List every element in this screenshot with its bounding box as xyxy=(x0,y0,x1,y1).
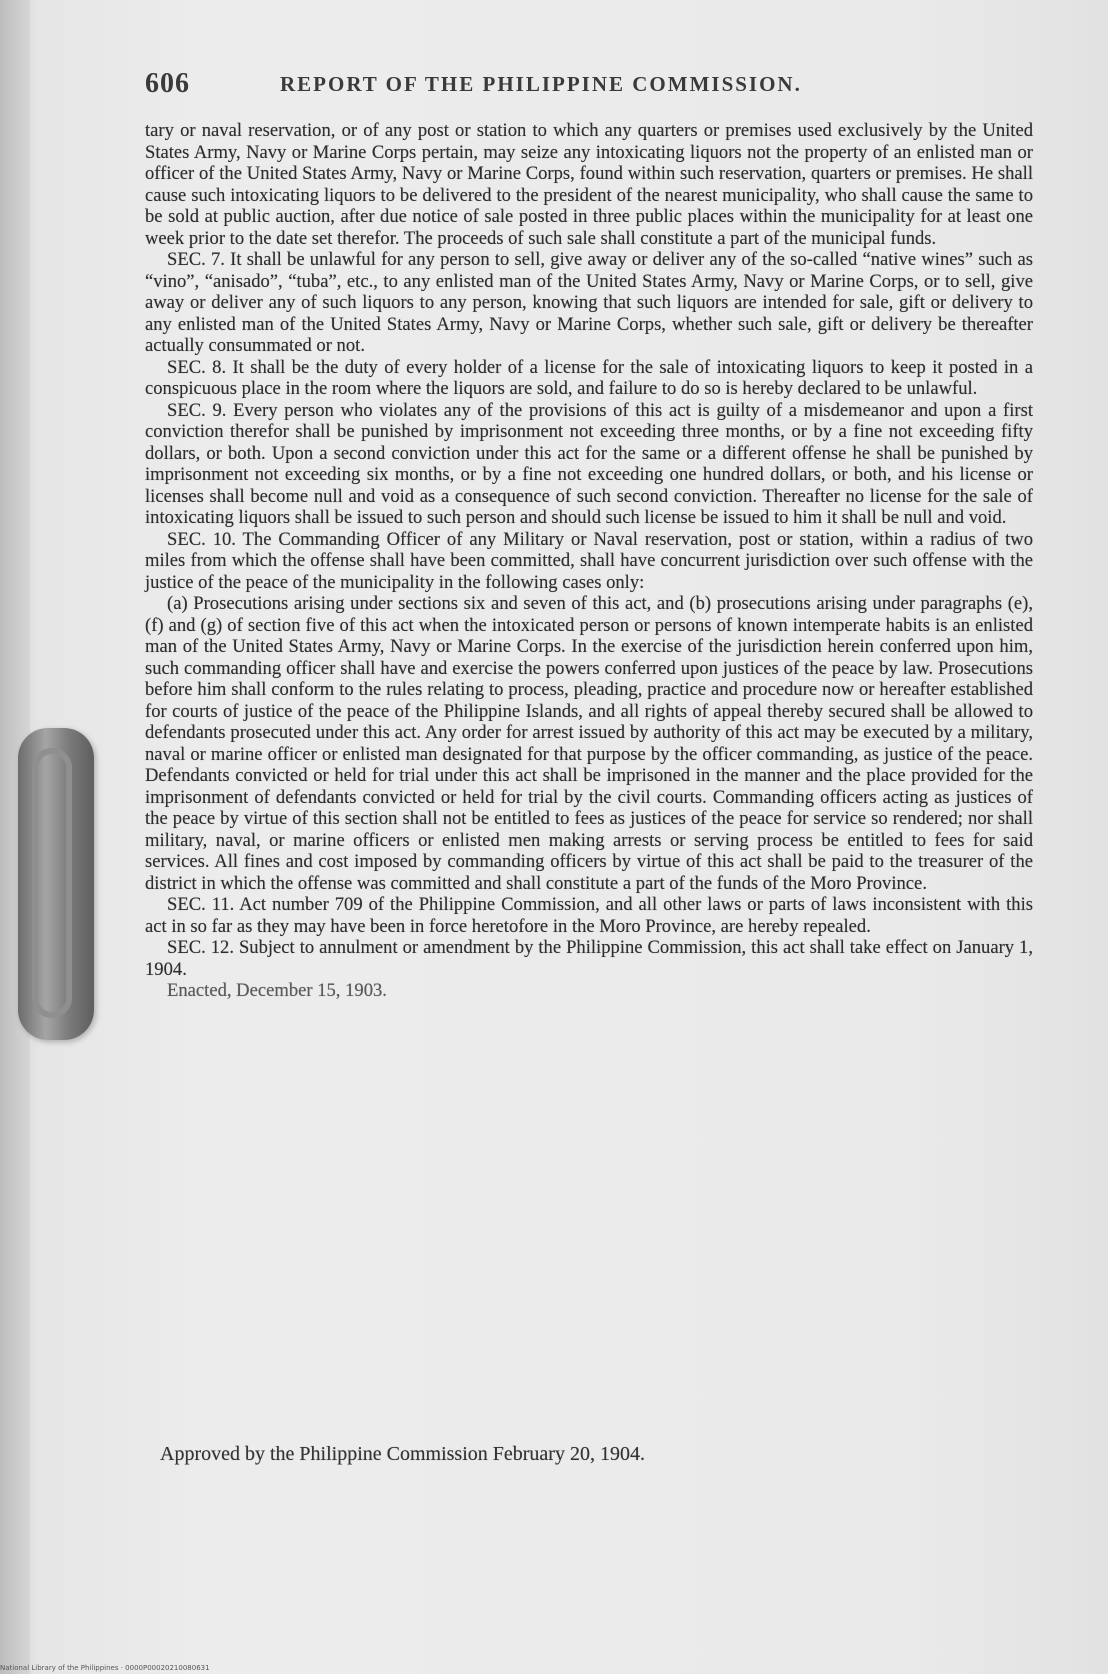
running-head: REPORT OF THE PHILIPPINE COMMISSION. xyxy=(280,72,802,96)
enacted-date: Enacted, December 15, 1903. xyxy=(167,980,387,1001)
paragraph-sec-9: SEC. 9. Every person who violates any of the provisions of this act is guilty of a misdemeanor and upon a first conviction therefor shall be punished by imprisonment not exceeding three months, or by a fine not exceeding fifty dollars, or both. Upon a second conviction under this act for the same or a different offense he shall be punished by imprisonment not exceeding six months, or by a fine not exceeding one hundred dollars, or both, and his license or licenses shall become null and void as a consequence of such second conviction. Thereafter no license for the sale of intoxicating liquors shall be issued to such person and should such license be issued to him it shall be null and void. xyxy=(145,399,1033,528)
paragraph-sec-11: SEC. 11. Act number 709 of the Philippine Commission, and all other laws or parts of laws inconsistent with this act in so far as they may have been in force heretofore in the Moro Province, are hereby repealed. xyxy=(145,894,1033,937)
paragraph-sec-7: SEC. 7. It shall be unlawful for any person to sell, give away or deliver any of the so-called “native wines” such as “vino”, “anisado”, “tuba”, etc., to any enlisted man of the United States Army, Navy or Marine Corps, or to sell, give away or deliver any of such liquors to any person, knowing that such liquors are intended for sale, gift or delivery to any enlisted man of the United States Army, Navy or Marine Corps, whether such sale, gift or delivery be thereafter actually consummated or not. xyxy=(145,249,1033,356)
page-number: 606 xyxy=(145,68,190,99)
paragraph-sec-8: SEC. 8. It shall be the duty of every holder of a license for the sale of intoxicating liquors to keep it posted in a conspicuous place in the room where the liquors are sold, and failure to do so is hereby declared to be unlawful. xyxy=(145,356,1033,399)
approval-line: Approved by the Philippine Commission February 20, 1904. xyxy=(160,1443,645,1465)
paragraph-sec-10: SEC. 10. The Commanding Officer of any Military or Naval reservation, post or station, within a radius of two miles from which the offense shall have been committed, shall have concurrent jurisdiction over such offense with the justice of the peace of the municipality in the following cases only: xyxy=(145,528,1033,593)
paragraph-sec-12: SEC. 12. Subject to annulment or amendment by the Philippine Commission, this act shall take effect on January 1, 1904. xyxy=(145,937,1033,980)
paper-clip-image xyxy=(18,728,94,1040)
paragraph-sec-10-a: (a) Prosecutions arising under sections six and seven of this act, and (b) prosecutions arising under paragraphs (e), (f) and (g) of section five of this act when the intoxicated person or persons of known intemperate habits is an enlisted man of the United States Army, Navy or Marine Corps. In the exercise of the jurisdiction herein conferred upon him, such commanding officer shall have and exercise the powers conferred upon justices of the peace by law. Prosecutions before him shall conform to the rules relating to process, pleading, practice and procedure now or hereafter established for courts of justice of the peace of the Philippine Islands, and all rights of appeal thereby secured shall be allowed to defendants prosecuted under this act. Any order for arrest issued by authority of this act may be executed by a military, naval or marine officer or enlisted man designated for that purpose by the officer commanding, as justice of the peace. Defendants convicted or held for trial under this act shall be imprisoned in the manner and the place provided for the imprisonment of defendants convicted or held for trial by the civil courts. Commanding officers acting as justices of the peace by virtue of this section shall not be entitled to fees as justices of the peace for service so rendered; nor shall military, naval, or marine officers or enlisted men making arrests or serving process be entitled to fees for said services. All fines and cost imposed by commanding officers by virtue of this act shall be paid to the treasurer of the district in which the offense was committed and shall constitute a part of the funds of the Moro Province. xyxy=(145,593,1033,894)
page-header xyxy=(145,68,1025,108)
paragraph-continuation: tary or naval reservation, or of any post or station to which any quarters or premises used exclusively by the United States Army, Navy or Marine Corps pertain, may seize any intoxicating liquors not the property of an enlisted man or officer of the United States Army, Navy or Marine Corps, found within such reservation, quarters or premises. He shall cause such intoxicating liquors to be delivered to the president of the nearest municipality, who shall cause the same to be sold at public auction, after due notice of sale posted in three public places within the municipality for at least one week prior to the date set therefor. The proceeds of such sale shall constitute a part of the municipal funds. xyxy=(145,120,1033,249)
scan-footer: National Library of the Philippines · 0000P00020210080631 xyxy=(0,1664,210,1672)
paper-clip-loop xyxy=(32,748,72,1018)
body-text xyxy=(145,120,1033,1002)
